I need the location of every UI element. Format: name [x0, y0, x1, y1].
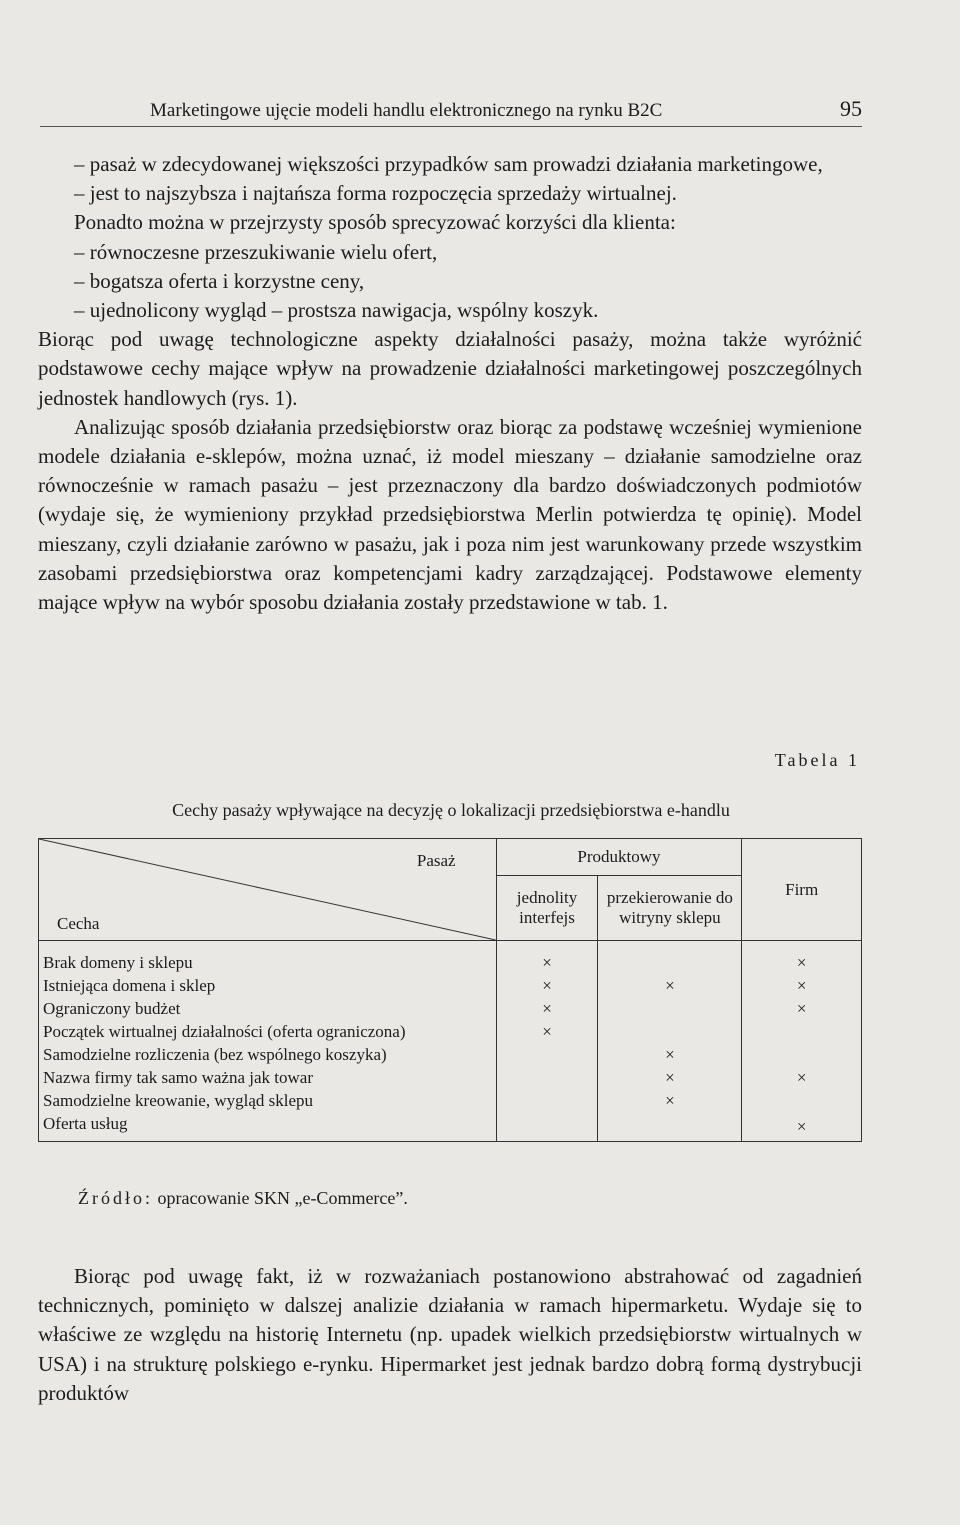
corner-top-label: Pasaż	[416, 851, 456, 870]
table-row	[39, 1089, 862, 1112]
page-number: 95	[840, 96, 862, 121]
cell-mark: ×	[598, 1043, 742, 1066]
running-title: Marketingowe ujęcie modeli handlu elektronicznego na rynku B2C	[150, 100, 663, 121]
paragraph-intro: Ponadto można w przejrzysty sposób sprecyzować korzyści dla klienta:	[74, 210, 676, 235]
table-row	[39, 1112, 862, 1142]
cell-mark: ×	[742, 1066, 862, 1089]
table-row	[39, 1020, 862, 1043]
paragraph: Biorąc pod uwagę technologiczne aspekty działalności pasaży, można także wyróżnić podstawowe cechy mające wpływ na prowadzenie działalności marketingowej poszczególnych jednostek handlowych (rys. 1).	[38, 327, 862, 410]
source-label: Źródło:	[78, 1188, 153, 1208]
table-row	[39, 1043, 862, 1066]
cell-mark	[598, 1112, 742, 1142]
col-header-redirect: przekierowanie do witryny sklepu	[598, 876, 742, 941]
row-label: Początek wirtualnej działalności (oferta ograniczona)	[39, 1020, 497, 1043]
row-label: Istniejąca domena i sklep	[39, 974, 497, 997]
source-note	[78, 1188, 408, 1209]
cell-mark: ×	[496, 974, 598, 997]
row-label: Brak domeny i sklepu	[39, 941, 497, 975]
paragraph: Analizując sposób działania przedsiębiorstw oraz biorąc za podstawę wcześniej wymienione modele działania e-sklepów, można uznać, iż model mieszany – działanie samodzielne oraz równocześnie w ramach pasażu – jest przeznaczony dla bardzo doświadczonych podmiotów (wydaje się, że wymieniony przykład przedsiębiorstwa Merlin potwierdza tę opinię). Model mieszany, czyli działanie zarówno w pasażu, jak i poza nim jest warunkowany przede wszystkim zasobami przedsiębiorstwa oraz kompetencjami kadry zarządzającej. Podstawowe elementy mające wpływ na wybór sposobu działania zostały przedstawione w tab. 1.	[38, 414, 862, 615]
cell-mark: ×	[496, 941, 598, 975]
table-row	[39, 997, 862, 1020]
row-label: Ograniczony budżet	[39, 997, 497, 1020]
row-label: Samodzielne rozliczenia (bez wspólnego koszyka)	[39, 1043, 497, 1066]
cell-mark: ×	[496, 997, 598, 1020]
cell-mark	[742, 1043, 862, 1066]
list-item: – ujednolicony wygląd – prostsza nawigacja, wspólny koszyk.	[74, 298, 599, 323]
table-row	[39, 974, 862, 997]
table-title: Cechy pasaży wpływające na decyzję o lokalizacji przedsiębiorstwa e-handlu	[172, 800, 730, 820]
cell-mark	[742, 1089, 862, 1112]
cell-mark: ×	[742, 941, 862, 975]
corner-bottom-label: Cecha	[57, 914, 100, 933]
cell-mark: ×	[742, 997, 862, 1020]
paragraph: Biorąc pod uwagę fakt, iż w rozważaniach postanowiono abstrahować od zagadnień technicznych, pominięto w dalszej analizie działania w ramach hipermarketu. Wydaje się to właściwe ze względu na historię Internetu (np. upadek wielkich przedsiębiorstw wirtualnych w USA) i na strukturę polskiego e-rynku. Hipermarket jest jednak bardzo dobrą formą dystrybucji produktów	[38, 1264, 862, 1405]
header-rule	[40, 126, 862, 127]
running-header	[150, 96, 862, 122]
cell-mark: ×	[742, 974, 862, 997]
cell-mark: ×	[496, 1020, 598, 1043]
row-label: Oferta usług	[39, 1112, 497, 1142]
table-row	[39, 1066, 862, 1089]
list-item: – pasaż w zdecydowanej większości przypadków sam prowadzi działania marketingowe,	[74, 152, 823, 176]
col-header-firm: Firm	[742, 839, 862, 941]
table-row	[39, 941, 862, 975]
table-label: Tabela 1	[774, 750, 860, 770]
row-label: Samodzielne kreowanie, wygląd sklepu	[39, 1089, 497, 1112]
cell-mark: ×	[598, 974, 742, 997]
corner-cell	[39, 839, 497, 941]
row-label: Nazwa firmy tak samo ważna jak towar	[39, 1066, 497, 1089]
group-header: Produktowy	[496, 839, 742, 876]
cell-mark: ×	[598, 1066, 742, 1089]
cell-mark	[598, 1020, 742, 1043]
source-text: opracowanie SKN „e-Commerce”.	[157, 1188, 408, 1208]
list-item: – równoczesne przeszukiwanie wielu ofert,	[74, 239, 438, 264]
list-item: – jest to najszybsza i najtańsza forma rozpoczęcia sprzedaży wirtualnej.	[74, 181, 677, 206]
cell-mark	[742, 1020, 862, 1043]
top-body-text	[38, 150, 862, 617]
cell-mark	[496, 1089, 598, 1112]
list-item: – bogatsza oferta i korzystne ceny,	[74, 268, 365, 293]
col-header-interface: jednolity interfejs	[496, 876, 598, 941]
features-table	[38, 838, 862, 1142]
cell-mark	[496, 1043, 598, 1066]
cell-mark	[598, 941, 742, 975]
bottom-body-text	[38, 1262, 862, 1408]
cell-mark	[496, 1112, 598, 1142]
cell-mark	[496, 1066, 598, 1089]
cell-mark	[598, 997, 742, 1020]
cell-mark: ×	[598, 1089, 742, 1112]
table-header-row	[39, 839, 862, 876]
cell-mark: ×	[742, 1112, 862, 1142]
